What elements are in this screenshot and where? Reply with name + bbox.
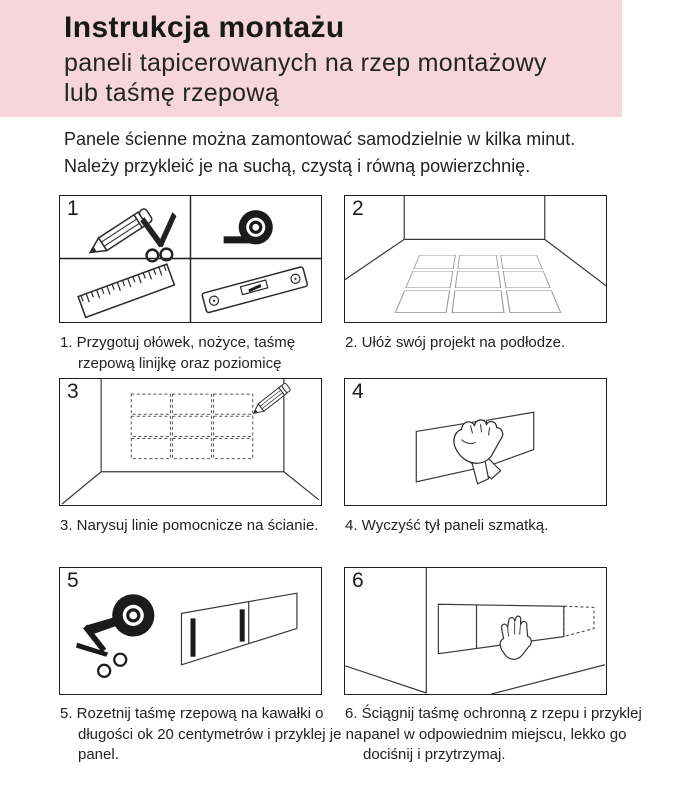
step-6-number: 6 xyxy=(352,569,364,592)
tape-roll-icon xyxy=(86,594,154,636)
intro-line-1: Panele ścienne można zamontować samodzielnie w kilka minut. xyxy=(64,129,576,149)
wall-guide-grid-icon xyxy=(131,394,252,459)
subtitle-line-2: lub taśmę rzepową xyxy=(64,79,279,107)
step-3-number: 3 xyxy=(67,380,79,403)
step-4-illustration-box xyxy=(344,378,607,506)
pencil-icon xyxy=(251,383,291,417)
step-1-illustration xyxy=(60,196,321,322)
step-6-caption: 6. Ściągnij taśmę ochronną z rzepu i przyklej panel w odpowiednim miejscu, lekko go dociśnij i przytrzymaj. xyxy=(345,705,642,763)
step-4-number: 4 xyxy=(352,380,364,403)
intro-line-2: Należy przykleić je na suchą, czystą i równą powierzchnię. xyxy=(64,156,531,176)
ruler-icon xyxy=(78,264,174,317)
step-6-illustration-box xyxy=(344,567,607,695)
step-5-illustration xyxy=(60,568,321,694)
step-4-caption: 4. Wyczyść tył paneli szmatką. xyxy=(345,517,549,534)
step-4-illustration xyxy=(345,379,606,505)
step-2-illustration-box xyxy=(344,195,607,323)
step-3-illustration xyxy=(60,379,321,505)
page-title: Instrukcja montażu xyxy=(64,11,345,44)
scissors-icon xyxy=(76,624,126,676)
panel-with-velcro-strips-icon xyxy=(181,593,296,665)
step-1-number: 1 xyxy=(67,197,79,220)
step-2-number: 2 xyxy=(352,197,364,220)
spirit-level-icon xyxy=(202,266,308,313)
step-1-illustration-box xyxy=(59,195,322,323)
step-5-caption: 5. Rozetnij taśmę rzepową na kawałki o długości ok 20 centymetrów i przyklej je na panel. xyxy=(60,705,363,763)
step-5-number: 5 xyxy=(67,569,79,592)
scissors-icon xyxy=(140,212,176,261)
header-banner xyxy=(0,0,622,117)
intro-paragraph xyxy=(64,126,575,180)
tape-roll-icon xyxy=(224,210,273,244)
step-5-illustration-box xyxy=(59,567,322,695)
pencil-icon xyxy=(86,208,153,259)
floor-panel-grid-icon xyxy=(395,255,562,313)
step-1-caption: 1. Przygotuj ołówek, nożyce, taśmę rzepową linijkę oraz poziomicę xyxy=(60,334,296,372)
step-2-caption: 2. Ułóż swój projekt na podłodze. xyxy=(345,334,566,351)
subtitle-line-1: paneli tapicerowanych na rzep montażowy xyxy=(64,49,547,77)
page-subtitle xyxy=(64,48,547,108)
step-3-caption: 3. Narysuj linie pomocnicze na ścianie. xyxy=(60,517,319,534)
step-3-illustration-box xyxy=(59,378,322,506)
step-6-illustration xyxy=(345,568,606,694)
